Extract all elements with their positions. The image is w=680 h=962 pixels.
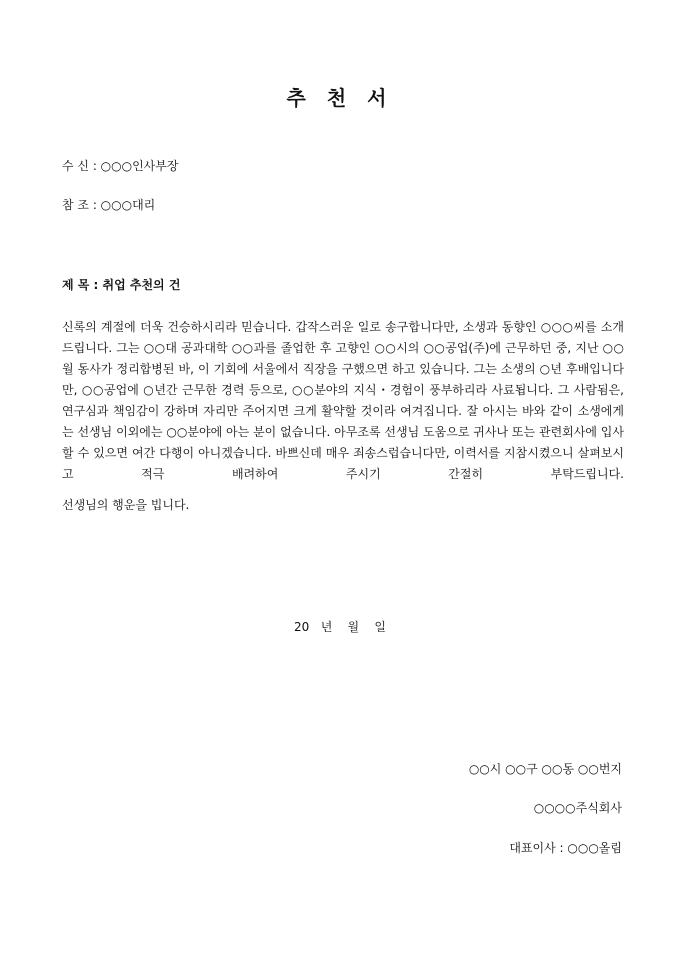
sender-signature: 대표이사 : ○○○올림 xyxy=(509,841,622,855)
date-line: 20 년 월 일 xyxy=(293,620,386,634)
reference-line: 참 조 : ○○○대리 xyxy=(62,198,156,212)
sender-address: ○○시 ○○구 ○○동 ○○번지 xyxy=(468,762,622,776)
document-title: 추 천 서 xyxy=(286,86,394,110)
closing-line: 선생님의 행운을 빕니다. xyxy=(62,498,190,512)
sender-company: ○○○○주식회사 xyxy=(533,801,622,815)
recipient-line: 수 신 : ○○○인사부장 xyxy=(62,159,179,173)
letter-body: 신록의 계절에 더욱 건승하시리라 믿습니다. 갑작스러운 일로 송구합니다만, 소생과 동향인 ○○○씨를 소개드립니다. 그는 ○○대 공과대학 ○○과를 졸업한 후 고향인 ○○시의 ○○공업(주)에 근무하던 중, 지난 ○○월 동사가 정리합병된 바, 이 기회에 서울에서 직장을 구했으면 하고 있습니다. 그는 소생의 ○년 후배입니다만, ○○공업에 ○년간 근무한 경력 등으로, ○○분야의 지식・경험이 풍부하리라 사료됩니다. 그 사람됨은, 연구심과 책임감이 강하며 자리만 주어지면 크게 활약할 것이라 여겨집니다. 잘 아시는 바와 같이 소생에게는 선생님 이외에는 ○○분야에 아는 분이 없습니다. 아무조록 선생님 도움으로 귀사나 또는 관련회사에 입사할 수 있으면 여간 다행이 아니겠습니다. 바쁘신데 매우 죄송스럽습니다만, 이력서를 지참시켰으니 살펴보시고 적극 배려하여 주시기 간절히 부탁드립니다. xyxy=(62,320,624,481)
subject-line: 제 목 : 취업 추천의 건 xyxy=(62,278,181,292)
